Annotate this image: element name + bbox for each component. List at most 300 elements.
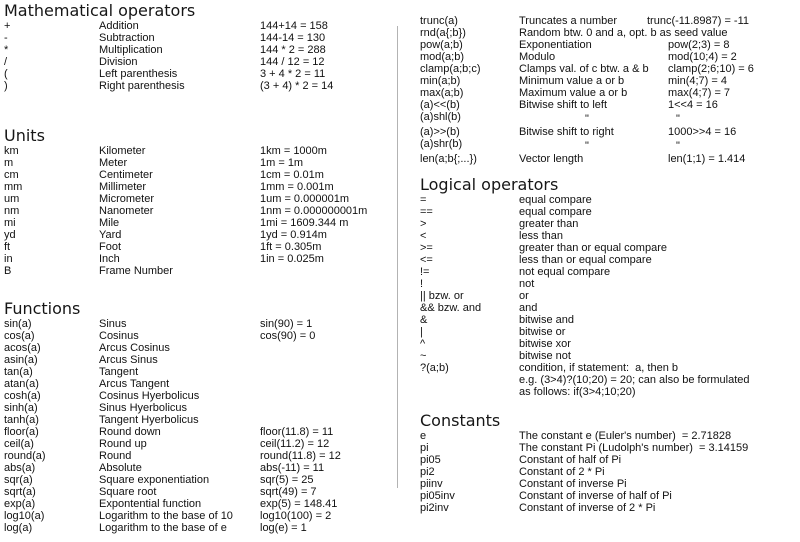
- row-example: 1cm = 0.01m: [260, 169, 324, 181]
- row-symbol: nm: [4, 205, 20, 217]
- table-row: [4, 462, 398, 474]
- row-symbol: cos(a): [4, 330, 35, 342]
- row-example: 1in = 0.025m: [260, 253, 324, 265]
- row-symbol: max(a;b): [420, 87, 464, 99]
- row-symbol: sin(a): [4, 318, 32, 330]
- reference-table: [4, 318, 398, 534]
- table-row: [4, 217, 398, 229]
- table-row: [420, 362, 800, 374]
- table-row: [420, 266, 800, 278]
- row-description: or: [519, 290, 529, 302]
- row-symbol: um: [4, 193, 20, 205]
- row-symbol: atan(a): [4, 378, 39, 390]
- row-symbol: m: [4, 157, 14, 169]
- table-row: [420, 442, 800, 454]
- row-example: mod(10;4) = 2: [668, 51, 737, 63]
- row-symbol: pi2: [420, 466, 435, 478]
- row-description: Truncates a number: [519, 15, 618, 27]
- row-example: [668, 386, 800, 398]
- row-example: sqrt(49) = 7: [260, 486, 317, 498]
- table-row: [4, 32, 398, 44]
- row-description: Constant of half of Pi: [519, 454, 622, 466]
- table-row: [4, 366, 398, 378]
- table-row: [420, 218, 800, 230]
- row-description: not equal compare: [519, 266, 611, 278]
- row-example: 3 + 4 * 2 = 11: [260, 68, 326, 80]
- row-symbol: ft: [4, 241, 11, 253]
- row-description: e.g. (3>4)?(10;20) = 20; can also be formulated: [519, 374, 750, 386]
- row-description: Frame Number: [99, 265, 173, 277]
- row-description: Micrometer: [99, 193, 155, 205]
- table-row: [4, 44, 398, 56]
- row-description: ": [585, 140, 589, 152]
- row-example: [668, 254, 800, 266]
- table-row: [420, 278, 800, 290]
- row-symbol: ~: [420, 350, 427, 362]
- row-symbol: !: [420, 278, 424, 290]
- row-description: Constant of inverse Pi: [519, 478, 627, 490]
- row-example: pow(2;3) = 8: [668, 39, 730, 51]
- row-symbol: pi2inv: [420, 502, 449, 514]
- row-example: 1mi = 1609.344 m: [260, 217, 349, 229]
- row-symbol: || bzw. or: [420, 290, 464, 302]
- row-example: 1<<4 = 16: [668, 99, 718, 111]
- row-description: bitwise xor: [519, 338, 571, 350]
- row-description: and: [519, 302, 538, 314]
- row-description: Maximum value a or b: [519, 87, 628, 99]
- table-row: [4, 438, 398, 450]
- table-row: [4, 390, 398, 402]
- row-example: ": [676, 140, 680, 152]
- column-divider: [397, 26, 398, 488]
- row-symbol: sqr(a): [4, 474, 33, 486]
- row-symbol: (a)>>(b): [420, 126, 460, 138]
- table-row: [420, 27, 800, 39]
- row-description: Logarithm to the base of 10: [99, 510, 233, 522]
- reference-table: [420, 194, 800, 398]
- row-description: Arcus Tangent: [99, 378, 170, 390]
- row-description: Arcus Cosinus: [99, 342, 170, 354]
- row-description: Cosinus: [99, 330, 139, 342]
- row-description: Modulo: [519, 51, 556, 63]
- row-example: [668, 442, 800, 454]
- table-row: [4, 318, 398, 330]
- table-row: [4, 414, 398, 426]
- row-example: log10(100) = 2: [260, 510, 332, 522]
- row-description: Square exponentiation: [99, 474, 210, 486]
- row-symbol: (a)shr(b): [420, 138, 463, 150]
- row-description: bitwise or: [519, 326, 566, 338]
- row-symbol: min(a;b): [420, 75, 461, 87]
- row-example: clamp(2;6;10) = 6: [668, 63, 754, 75]
- row-description: Centimeter: [99, 169, 153, 181]
- table-row: [4, 205, 398, 217]
- row-example: [668, 374, 800, 386]
- row-description: less than: [519, 230, 564, 242]
- row-description: Round up: [99, 438, 147, 450]
- row-symbol: !=: [420, 266, 430, 278]
- row-example: [668, 302, 800, 314]
- section-heading: Units: [4, 126, 45, 145]
- table-row: [420, 87, 800, 99]
- section-functions: [4, 299, 398, 534]
- table-row: [420, 230, 800, 242]
- row-example: ceil(11.2) = 12: [260, 438, 330, 450]
- row-symbol: ==: [420, 206, 433, 218]
- row-example: 1nm = 0.000000001m: [260, 205, 368, 217]
- table-row: [4, 169, 398, 181]
- table-row: [4, 354, 398, 366]
- row-description: Tangent Hyerbolicus: [99, 414, 199, 426]
- row-description: The constant Pi (Ludolph's number) = 3.14159: [519, 442, 749, 454]
- table-row: [420, 466, 800, 478]
- table-row: [4, 474, 398, 486]
- row-example: [260, 354, 398, 366]
- row-symbol: round(a): [4, 450, 46, 462]
- row-example: 144-14 = 130: [260, 32, 326, 44]
- row-symbol: mi: [4, 217, 16, 229]
- row-symbol: len(a;b{;...}): [420, 153, 477, 165]
- row-example: [668, 326, 800, 338]
- row-description: less than or equal compare: [519, 254, 652, 266]
- table-row: [4, 498, 398, 510]
- row-example: [668, 314, 800, 326]
- row-example: [668, 266, 800, 278]
- row-symbol: =: [420, 194, 427, 206]
- row-example: 1km = 1000m: [260, 145, 327, 157]
- table-row: [420, 350, 800, 362]
- row-symbol: -: [4, 32, 8, 44]
- table-row: [4, 378, 398, 390]
- row-symbol: km: [4, 145, 19, 157]
- table-row: [420, 374, 800, 386]
- table-row: [420, 111, 800, 123]
- row-description: Absolute: [99, 462, 142, 474]
- table-row: [420, 242, 800, 254]
- table-row: [420, 254, 800, 266]
- section-heading: Logical operators: [420, 175, 559, 194]
- row-symbol: +: [4, 20, 11, 32]
- row-example: sqr(5) = 25: [260, 474, 314, 486]
- row-example: 144+14 = 158: [260, 20, 328, 32]
- row-description: The constant e (Euler's number) = 2.71828: [519, 430, 732, 442]
- row-example: sin(90) = 1: [260, 318, 313, 330]
- row-description: condition, if statement: a, then b: [519, 362, 678, 374]
- row-symbol: sqrt(a): [4, 486, 36, 498]
- table-row: [420, 15, 800, 27]
- row-example: abs(-11) = 11: [260, 462, 325, 474]
- row-symbol: e: [420, 430, 427, 442]
- row-example: [668, 278, 800, 290]
- row-description: Yard: [99, 229, 122, 241]
- row-symbol: trunc(a): [420, 15, 458, 27]
- row-symbol: <: [420, 230, 427, 242]
- row-description: equal compare: [519, 194, 592, 206]
- table-row: [420, 63, 800, 75]
- table-row: [4, 402, 398, 414]
- row-symbol: ceil(a): [4, 438, 34, 450]
- row-example: [260, 342, 398, 354]
- row-description: Bitwise shift to right: [519, 126, 614, 138]
- row-example: 1ft = 0.305m: [260, 241, 322, 253]
- row-symbol: *: [4, 44, 9, 56]
- row-symbol: clamp(a;b;c): [420, 63, 481, 75]
- row-symbol: rnd(a{;b}): [420, 27, 466, 39]
- table-row: [420, 206, 800, 218]
- row-description: Round: [99, 450, 132, 462]
- row-description: Constant of inverse of 2 * Pi: [519, 502, 656, 514]
- row-description: Tangent: [99, 366, 139, 378]
- row-description: Multiplication: [99, 44, 163, 56]
- row-symbol: [420, 374, 519, 386]
- table-row: [4, 80, 398, 92]
- row-description: Exponentiation: [519, 39, 592, 51]
- section-heading: Mathematical operators: [4, 1, 196, 20]
- row-example: [668, 478, 800, 490]
- row-example: [260, 366, 398, 378]
- row-example: 1um = 0.000001m: [260, 193, 349, 205]
- row-symbol: ): [4, 80, 8, 92]
- row-example: [260, 265, 398, 277]
- section-logical-operators: [420, 175, 800, 398]
- row-example: round(11.8) = 12: [260, 450, 341, 462]
- row-symbol: piinv: [420, 478, 443, 490]
- table-row: [4, 56, 398, 68]
- row-example: (3 + 4) * 2 = 14: [260, 80, 334, 92]
- row-example: [668, 350, 800, 362]
- table-row: [420, 326, 800, 338]
- row-example: exp(5) = 148.41: [260, 498, 338, 510]
- row-symbol: cosh(a): [4, 390, 41, 402]
- row-symbol: cm: [4, 169, 19, 181]
- row-symbol: (: [4, 68, 8, 80]
- row-example: len(1;1) = 1.414: [668, 153, 746, 165]
- right-column: [420, 0, 800, 514]
- row-symbol: log(a): [4, 522, 33, 534]
- row-example: [668, 502, 800, 514]
- row-description: Arcus Sinus: [99, 354, 158, 366]
- table-row: [4, 68, 398, 80]
- row-example: 1mm = 0.001m: [260, 181, 334, 193]
- reference-table: [420, 15, 800, 165]
- table-row: [420, 138, 800, 150]
- reference-table: [4, 20, 398, 92]
- row-example: 1m = 1m: [260, 157, 304, 169]
- row-description: bitwise not: [519, 350, 571, 362]
- row-description: Expontential function: [99, 498, 202, 510]
- row-example: [668, 466, 800, 478]
- table-row: [420, 314, 800, 326]
- row-example: 144 * 2 = 288: [260, 44, 326, 56]
- table-row: [4, 450, 398, 462]
- row-description: Subtraction: [99, 32, 155, 44]
- row-symbol: pi: [420, 442, 429, 454]
- row-description: Foot: [99, 241, 122, 253]
- row-symbol: exp(a): [4, 498, 36, 510]
- row-symbol: acos(a): [4, 342, 41, 354]
- row-description: Logarithm to the base of e: [99, 522, 227, 534]
- row-example: ": [676, 113, 680, 125]
- reference-table: [4, 145, 398, 277]
- row-description: Left parenthesis: [99, 68, 178, 80]
- row-symbol: <=: [420, 254, 433, 266]
- table-row: [4, 342, 398, 354]
- row-example: max(4;7) = 7: [668, 87, 731, 99]
- row-example: [668, 454, 800, 466]
- table-row: [4, 193, 398, 205]
- table-row: [420, 153, 800, 165]
- table-row: [4, 181, 398, 193]
- row-example: [668, 290, 800, 302]
- row-example: [668, 218, 800, 230]
- row-symbol: abs(a): [4, 462, 36, 474]
- row-example: min(4;7) = 4: [668, 75, 727, 87]
- row-example: [668, 230, 800, 242]
- row-example: [260, 402, 398, 414]
- row-symbol: (a)<<(b): [420, 99, 460, 111]
- row-symbol: mod(a;b): [420, 51, 465, 63]
- row-symbol: tanh(a): [4, 414, 39, 426]
- row-symbol: pi05inv: [420, 490, 455, 502]
- row-symbol: sinh(a): [4, 402, 38, 414]
- row-description: equal compare: [519, 206, 592, 218]
- table-row: [420, 99, 800, 111]
- section-mathematical-operators: [4, 1, 398, 92]
- section-table: [420, 15, 800, 165]
- row-symbol: ?(a;b): [420, 362, 449, 374]
- row-example: floor(11.8) = 11: [260, 426, 334, 438]
- row-example: [260, 390, 398, 402]
- row-symbol: yd: [4, 229, 16, 241]
- row-description: Kilometer: [99, 145, 146, 157]
- row-description: Mile: [99, 217, 120, 229]
- row-example: 1000>>4 = 16: [668, 126, 737, 138]
- row-description: greater than: [519, 218, 579, 230]
- row-example: [668, 490, 800, 502]
- left-column: [4, 0, 398, 534]
- row-description: Constant of inverse of half of Pi: [519, 490, 672, 502]
- table-row: [420, 75, 800, 87]
- row-symbol: >=: [420, 242, 433, 254]
- reference-table: [420, 430, 800, 514]
- row-example: cos(90) = 0: [260, 330, 316, 342]
- row-example: [668, 27, 800, 39]
- row-description: Square root: [99, 486, 157, 498]
- row-example: 144 / 12 = 12: [260, 56, 325, 68]
- row-description: Sinus Hyerbolicus: [99, 402, 188, 414]
- row-description: Millimeter: [99, 181, 147, 193]
- row-description: Round down: [99, 426, 161, 438]
- table-row: [4, 522, 398, 534]
- row-description: Clamps val. of c btw. a & b: [519, 63, 649, 75]
- table-row: [420, 194, 800, 206]
- row-description: ": [585, 113, 589, 125]
- table-row: [4, 265, 398, 277]
- table-row: [420, 39, 800, 51]
- table-row: [420, 302, 800, 314]
- table-row: [4, 330, 398, 342]
- row-description: bitwise and: [519, 314, 575, 326]
- row-symbol: B: [4, 265, 12, 277]
- table-row: [420, 490, 800, 502]
- row-symbol: floor(a): [4, 426, 39, 438]
- row-description: Minimum value a or b: [519, 75, 625, 87]
- table-row: [4, 241, 398, 253]
- row-symbol: log10(a): [4, 510, 45, 522]
- row-example: [668, 242, 800, 254]
- row-symbol: &: [420, 314, 428, 326]
- table-row: [420, 454, 800, 466]
- row-example: [260, 378, 398, 390]
- row-example: [260, 414, 398, 426]
- row-description: Right parenthesis: [99, 80, 185, 92]
- table-row: [4, 229, 398, 241]
- row-description: Division: [99, 56, 138, 68]
- row-example: trunc(-11.8987) = -11: [647, 15, 750, 27]
- row-symbol: |: [420, 326, 423, 338]
- table-row: [4, 145, 398, 157]
- row-description: Sinus: [99, 318, 127, 330]
- row-example: [668, 338, 800, 350]
- table-row: [4, 486, 398, 498]
- row-symbol: mm: [4, 181, 23, 193]
- row-symbol: (a)shl(b): [420, 111, 461, 123]
- table-row: [420, 290, 800, 302]
- section-heading: Functions: [4, 299, 81, 318]
- table-row: [420, 478, 800, 490]
- table-row: [420, 430, 800, 442]
- row-description: Constant of 2 * Pi: [519, 466, 605, 478]
- row-example: [668, 362, 800, 374]
- table-row: [420, 126, 800, 138]
- row-symbol: pi05: [420, 454, 441, 466]
- row-description: as follows: if(3>4;10;20): [519, 386, 636, 398]
- row-symbol: && bzw. and: [420, 302, 482, 314]
- table-row: [420, 386, 800, 398]
- row-example: 1yd = 0.914m: [260, 229, 327, 241]
- row-symbol: [420, 386, 519, 398]
- row-description: Inch: [99, 253, 120, 265]
- row-description: Bitwise shift to left: [519, 99, 608, 111]
- section-constants: [420, 411, 800, 514]
- row-description: Nanometer: [99, 205, 154, 217]
- row-description: Vector length: [519, 153, 584, 165]
- row-example: log(e) = 1: [260, 522, 307, 534]
- table-row: [420, 502, 800, 514]
- row-symbol: in: [4, 253, 13, 265]
- row-symbol: asin(a): [4, 354, 38, 366]
- row-symbol: ^: [420, 338, 426, 350]
- row-description: not: [519, 278, 535, 290]
- section-units: [4, 126, 398, 277]
- row-description: Meter: [99, 157, 128, 169]
- table-row: [420, 338, 800, 350]
- table-row: [420, 51, 800, 63]
- row-example: [668, 430, 800, 442]
- row-example: [668, 194, 800, 206]
- table-row: [4, 157, 398, 169]
- row-description: greater than or equal compare: [519, 242, 667, 254]
- row-symbol: pow(a;b): [420, 39, 463, 51]
- section-heading: Constants: [420, 411, 501, 430]
- row-symbol: /: [4, 56, 8, 68]
- row-symbol: tan(a): [4, 366, 33, 378]
- table-row: [4, 253, 398, 265]
- row-description: Random btw. 0 and a, opt. b as seed value: [519, 27, 728, 39]
- row-symbol: >: [420, 218, 427, 230]
- row-description: Addition: [99, 20, 139, 32]
- table-row: [4, 20, 398, 32]
